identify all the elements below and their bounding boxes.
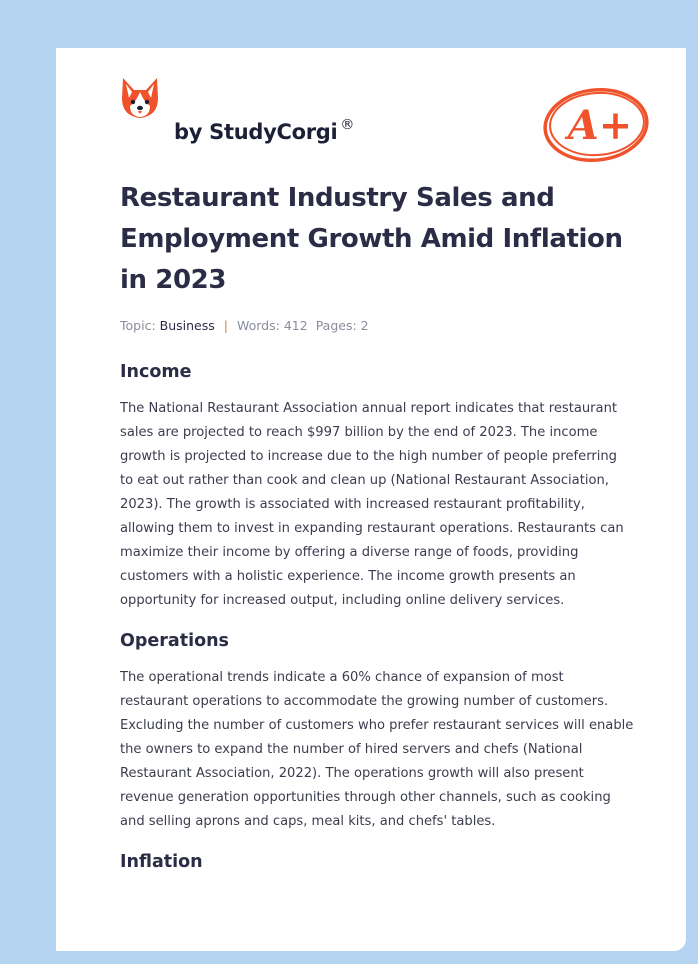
corgi-logo-icon <box>120 76 160 120</box>
a-plus-grade-icon <box>540 84 652 166</box>
brand-name: by StudyCorgi ® <box>174 117 355 144</box>
section-body-income: The National Restaurant Association annual report indicates that restaurant sales are projected to reach $997 billion by the end of 2023. The income growth is projected to increase due to the high number of people preferring to eat out rather than cook and clean up (National Restaurant Association, 2023). The growth is associated with increased restaurant profitability, allowing them to invest in expanding restaurant operations. Restaurants can maximize their income by offering a diverse range of foods, providing customers with a holistic experience. The income growth presents an opportunity for increased output, including online delivery services. <box>120 401 624 608</box>
svg-text:A+: A+ <box>567 102 633 149</box>
words-label: Words: <box>236 318 280 333</box>
section-heading-income: Income <box>120 362 192 382</box>
meta-separator: | <box>223 318 228 333</box>
article <box>120 178 634 872</box>
pages-label: Pages: <box>315 318 357 333</box>
document-page <box>56 48 686 951</box>
words-count: 412 <box>283 318 308 333</box>
pages-count: 2 <box>360 318 369 333</box>
topic-link[interactable]: Business <box>159 318 215 333</box>
article-meta <box>120 318 634 333</box>
topic-label: Topic: <box>120 318 156 333</box>
header <box>120 76 650 149</box>
page-title: Restaurant Industry Sales and Employment Growth Amid Inflation in 2023 <box>120 183 623 295</box>
section-body-operations: The operational trends indicate a 60% chance of expansion of most restaurant operations to accommodate the growing number of customers. Excluding the number of customers who prefer restaurant services will enable the owners to expand the number of hired servers and chefs (National Restaurant Association, 2022). The operations growth will also present revenue generation opportunities through other channels, such as cooking and selling aprons and caps, meal kits, and chefs' tables. <box>120 670 634 829</box>
section-heading-inflation: Inflation <box>120 852 203 872</box>
section-heading-operations: Operations <box>120 631 229 651</box>
